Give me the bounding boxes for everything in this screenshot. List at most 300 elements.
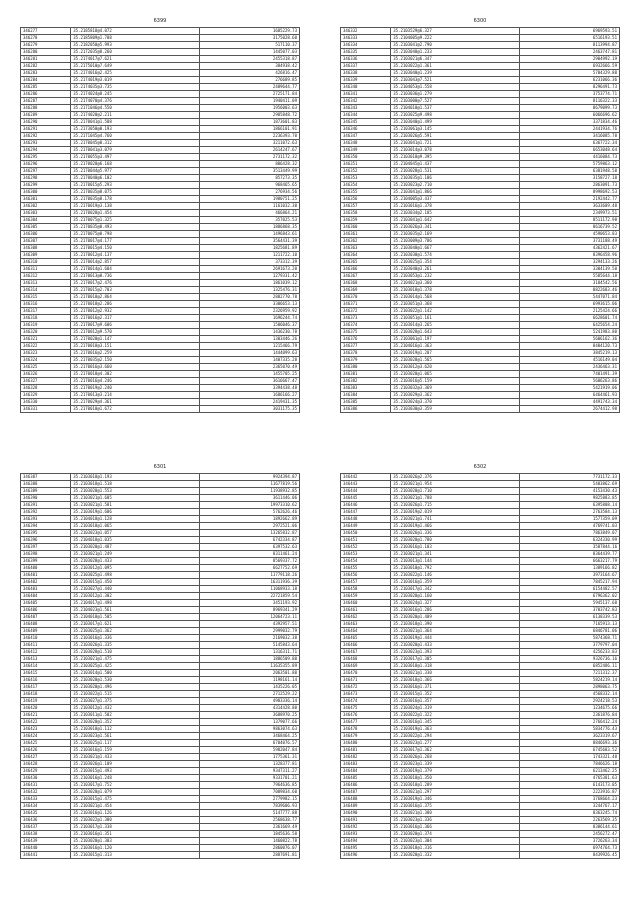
row-value-cell: 5982047.84 <box>199 747 299 754</box>
row-value-cell: 4314428.80 <box>199 705 299 712</box>
row-key-cell: 35.2170041@1.588 <box>71 119 199 126</box>
row-value-cell: 426816.47 <box>199 70 299 77</box>
row-key-cell: 35.2103029@3.362 <box>391 392 519 399</box>
table-row <box>21 698 300 705</box>
table-row <box>341 399 620 406</box>
row-key-cell: 35.2175010@7.649 <box>71 63 199 70</box>
row-key-cell: 35.2103014@1.500 <box>71 670 199 677</box>
row-id-cell: 346471 <box>341 677 391 684</box>
table-row <box>341 56 620 63</box>
row-value-cell: 6653048.64 <box>519 147 619 154</box>
table-panel <box>340 462 620 859</box>
row-value-cell: 2419431.35 <box>199 399 299 406</box>
row-id-cell: 346332 <box>341 28 391 35</box>
row-id-cell: 346376 <box>341 336 391 343</box>
row-id-cell: 346374 <box>341 322 391 329</box>
row-key-cell: 35.2103016@1.371 <box>391 684 519 691</box>
table-row <box>341 502 620 509</box>
row-value-cell: 1215466.79 <box>199 343 299 350</box>
row-id-cell: 346437 <box>21 824 71 831</box>
table-row <box>341 371 620 378</box>
row-value-cell: 7846626.18 <box>519 761 619 768</box>
row-value-cell: 384938.42 <box>199 63 299 70</box>
row-value-cell: 3633689.48 <box>519 203 619 210</box>
row-id-cell: 346292 <box>21 133 71 140</box>
row-id-cell: 346458 <box>341 586 391 593</box>
table-row <box>341 614 620 621</box>
row-key-cell: 35.2103017@1.752 <box>71 782 199 789</box>
table-row <box>341 838 620 845</box>
row-value-cell: 1956003.63 <box>199 105 299 112</box>
table-row <box>341 189 620 196</box>
row-value-cell: 3731188.49 <box>519 238 619 245</box>
row-id-cell: 346319 <box>21 322 71 329</box>
row-key-cell: 35.2103012@1.302 <box>71 593 199 600</box>
row-id-cell: 346424 <box>21 733 71 740</box>
table-row <box>21 210 300 217</box>
row-id-cell: 346320 <box>21 329 71 336</box>
row-id-cell: 346465 <box>341 635 391 642</box>
row-id-cell: 346420 <box>21 705 71 712</box>
row-key-cell: 35.2103022@1.380 <box>71 817 199 824</box>
row-value-cell: 1685229.73 <box>199 28 299 35</box>
row-value-cell: 5834776.43 <box>519 726 619 733</box>
row-key-cell: 35.2103061@1.197 <box>391 336 519 343</box>
row-id-cell: 346373 <box>341 315 391 322</box>
row-id-cell: 346344 <box>341 112 391 119</box>
row-id-cell: 346440 <box>21 845 71 852</box>
row-value-cell: 5145843.64 <box>199 642 299 649</box>
row-value-cell: 2568638.77 <box>199 817 299 824</box>
table-row <box>21 642 300 649</box>
table-row <box>341 516 620 523</box>
row-key-cell: 35.2103016@1.126 <box>71 810 199 817</box>
row-key-cell: 35.2103026@1.268 <box>391 754 519 761</box>
row-id-cell: 346441 <box>21 852 71 859</box>
table-row <box>341 663 620 670</box>
row-id-cell: 346358 <box>341 210 391 217</box>
table-row <box>341 733 620 740</box>
row-value-cell: 3845219.13 <box>519 350 619 357</box>
table-row <box>341 77 620 84</box>
row-value-cell: 6066696.62 <box>519 112 619 119</box>
table-row <box>21 488 300 495</box>
row-id-cell: 346466 <box>341 642 391 649</box>
row-value-cell: 9924394.87 <box>199 474 299 481</box>
row-value-cell: 6974764.73 <box>519 845 619 852</box>
row-id-cell: 346421 <box>21 712 71 719</box>
table-row <box>341 481 620 488</box>
row-key-cell: 35.2103018@9.395 <box>391 154 519 161</box>
row-id-cell: 346457 <box>341 579 391 586</box>
row-id-cell: 346356 <box>341 196 391 203</box>
table-row <box>21 364 300 371</box>
table-row <box>21 740 300 747</box>
row-id-cell: 346429 <box>21 768 71 775</box>
row-value-cell: 8296491.73 <box>519 84 619 91</box>
row-key-cell: 35.2103023@1.561 <box>71 733 199 740</box>
table-row <box>21 796 300 803</box>
table-row <box>341 719 620 726</box>
row-key-cell: 35.2104018@1.505 <box>71 614 199 621</box>
table-row <box>341 70 620 77</box>
table-row <box>21 350 300 357</box>
row-value-cell: 3513449.99 <box>199 168 299 175</box>
row-key-cell: 35.2170016@4.246 <box>71 378 199 385</box>
row-key-cell: 35.2103015@1.313 <box>71 852 199 859</box>
row-value-cell: 1775361.31 <box>199 754 299 761</box>
row-key-cell: 35.2103021@1.741 <box>391 516 519 523</box>
row-value-cell: 1379077.66 <box>199 719 299 726</box>
row-value-cell: 1506046.37 <box>199 322 299 329</box>
row-id-cell: 346436 <box>21 817 71 824</box>
row-key-cell: 35.2103023@1.277 <box>391 740 519 747</box>
row-value-cell: 3306653.13 <box>199 301 299 308</box>
row-value-cell: 1436230.78 <box>199 329 299 336</box>
row-value-cell: 13265832.87 <box>199 530 299 537</box>
row-key-cell: 35.2174070@4.376 <box>71 98 199 105</box>
row-value-cell: 1886868.35 <box>199 224 299 231</box>
row-key-cell: 35.2103022@1.142 <box>391 308 519 315</box>
row-key-cell: 35.2103053@1.232 <box>391 273 519 280</box>
row-value-cell: 3779797.04 <box>519 642 619 649</box>
row-key-cell: 35.2170020@1.147 <box>71 336 199 343</box>
row-value-cell: 3451193.92 <box>199 600 299 607</box>
table-row <box>21 63 300 70</box>
table-row <box>21 810 300 817</box>
row-key-cell: 35.2104053@1.558 <box>391 84 519 91</box>
row-key-cell: 35.2103043@7.521 <box>391 77 519 84</box>
row-id-cell: 346367 <box>341 273 391 280</box>
row-id-cell: 346490 <box>341 810 391 817</box>
row-value-cell: 8116322.33 <box>519 98 619 105</box>
table-row <box>341 796 620 803</box>
table-row <box>341 761 620 768</box>
row-id-cell: 346382 <box>341 378 391 385</box>
row-value-cell: 11635355.89 <box>199 663 299 670</box>
row-value-cell: 3616667.47 <box>199 378 299 385</box>
table-row <box>21 572 300 579</box>
row-value-cell: 1866101.91 <box>199 126 299 133</box>
row-value-cell: 8311461.24 <box>199 551 299 558</box>
row-key-cell: 35.2103019@1.363 <box>391 726 519 733</box>
table-row <box>21 712 300 719</box>
table-row <box>21 133 300 140</box>
row-id-cell: 346400 <box>21 565 71 572</box>
row-id-cell: 346394 <box>21 523 71 530</box>
row-value-cell: 8396458.96 <box>519 252 619 259</box>
row-value-cell: 3726263.34 <box>519 838 619 845</box>
row-id-cell: 346477 <box>341 719 391 726</box>
row-key-cell: 35.2103028@1.643 <box>391 329 519 336</box>
row-key-cell: 35.2103021@6.347 <box>391 56 519 63</box>
table-row <box>341 217 620 224</box>
row-id-cell: 346381 <box>341 371 391 378</box>
row-value-cell: 7211312.37 <box>519 670 619 677</box>
row-id-cell: 346475 <box>341 705 391 712</box>
row-value-cell: 6663217.79 <box>519 558 619 565</box>
row-key-cell: 35.2103020@1.374 <box>391 831 519 838</box>
row-value-cell: 2779982.15 <box>199 796 299 803</box>
row-id-cell: 346379 <box>341 357 391 364</box>
row-id-cell: 346295 <box>21 154 71 161</box>
row-key-cell: 35.2103024@3.370 <box>391 399 519 406</box>
row-key-cell: 35.2170016@2.259 <box>71 350 199 357</box>
table-row <box>21 287 300 294</box>
table-row <box>21 782 300 789</box>
row-key-cell: 35.2103019@1.466 <box>391 523 519 530</box>
row-key-cell: 35.2103036@1.279 <box>391 91 519 98</box>
row-id-cell: 346321 <box>21 336 71 343</box>
row-key-cell: 35.2103012@1.095 <box>71 565 199 572</box>
row-id-cell: 346452 <box>341 544 391 551</box>
table-row <box>21 399 300 406</box>
row-key-cell: 35.2104018@1.128 <box>71 516 199 523</box>
row-key-cell: 35.2103030@3.359 <box>391 406 519 413</box>
table-row <box>341 406 620 413</box>
row-key-cell: 35.2103012@1.432 <box>71 705 199 712</box>
table-row <box>341 509 620 516</box>
row-value-cell: 2489644.77 <box>199 84 299 91</box>
table-row <box>21 537 300 544</box>
row-id-cell: 346493 <box>341 831 391 838</box>
row-value-cell: 4568332.14 <box>519 691 619 698</box>
row-value-cell: 1328377.81 <box>199 761 299 768</box>
table-row <box>341 280 620 287</box>
row-key-cell: 35.2170020@6.168 <box>71 161 199 168</box>
table-row <box>341 350 620 357</box>
table-row <box>341 789 620 796</box>
table-row <box>21 140 300 147</box>
row-key-cell: 35.2104023@1.561 <box>71 607 199 614</box>
table-row <box>21 147 300 154</box>
row-value-cell: 276689.85 <box>199 77 299 84</box>
row-id-cell: 346482 <box>341 754 391 761</box>
row-value-cell: 1161032.30 <box>199 203 299 210</box>
row-key-cell: 35.2103021@1.954 <box>391 481 519 488</box>
row-key-cell: 35.2103016@1.359 <box>391 579 519 586</box>
row-key-cell: 35.2103016@1.103 <box>391 544 519 551</box>
row-id-cell: 346304 <box>21 217 71 224</box>
table-row <box>21 803 300 810</box>
table-row <box>341 698 620 705</box>
table-row <box>21 691 300 698</box>
row-value-cell: 3175028.60 <box>199 35 299 42</box>
row-value-cell: 3973164.67 <box>519 572 619 579</box>
row-key-cell: 35.2103032@3.369 <box>391 385 519 392</box>
row-value-cell: 6628601.74 <box>519 315 619 322</box>
row-value-cell: 2766412.24 <box>519 719 619 726</box>
row-value-cell: 7731172.33 <box>519 474 619 481</box>
row-value-cell: 5447071.84 <box>519 294 619 301</box>
row-value-cell: 2236393.70 <box>199 133 299 140</box>
table-row <box>341 544 620 551</box>
row-id-cell: 346402 <box>21 579 71 586</box>
table-row <box>21 217 300 224</box>
row-value-cell: 1316311.71 <box>199 649 299 656</box>
row-key-cell: 35.2103025@9.498 <box>391 112 519 119</box>
table-row <box>341 642 620 649</box>
row-id-cell: 346361 <box>341 231 391 238</box>
row-key-cell: 35.2103020@1.710 <box>391 488 519 495</box>
row-value-cell: 1444099.63 <box>199 350 299 357</box>
table-row <box>21 558 300 565</box>
table-row <box>341 294 620 301</box>
table-row <box>21 189 300 196</box>
row-key-cell: 35.2103021@1.330 <box>391 670 519 677</box>
table-row <box>21 502 300 509</box>
row-key-cell: 35.2170018@2.864 <box>71 294 199 301</box>
row-value-cell: 4983336.14 <box>199 698 299 705</box>
row-id-cell: 346360 <box>341 224 391 231</box>
row-id-cell: 346445 <box>341 495 391 502</box>
row-value-cell: 857273.35 <box>199 175 299 182</box>
row-value-cell: 8846693.36 <box>519 740 619 747</box>
table-row <box>21 565 300 572</box>
table-row <box>21 705 300 712</box>
row-value-cell: 3211072.63 <box>199 140 299 147</box>
table-row <box>21 656 300 663</box>
row-id-cell: 346468 <box>341 656 391 663</box>
table-row <box>21 294 300 301</box>
panel-title: 6300 <box>473 18 487 24</box>
table-row <box>21 168 300 175</box>
table-row <box>21 154 300 161</box>
row-id-cell: 346324 <box>21 357 71 364</box>
table-row <box>21 273 300 280</box>
table-row <box>21 670 300 677</box>
row-key-cell: 35.2172035@8.260 <box>71 49 199 56</box>
row-value-cell: 5421919.06 <box>519 385 619 392</box>
row-value-cell: 357025.53 <box>199 217 299 224</box>
row-key-cell: 35.2103021@1.249 <box>71 551 199 558</box>
row-key-cell: 35.2170040@6.102 <box>71 175 199 182</box>
table-row <box>341 182 620 189</box>
row-value-cell: 5606162.36 <box>519 336 619 343</box>
table-row <box>341 649 620 656</box>
row-key-cell: 35.2103018@1.193 <box>71 474 199 481</box>
row-value-cell: 2691673.20 <box>199 266 299 273</box>
row-key-cell: 35.2103020@1.530 <box>71 677 199 684</box>
row-key-cell: 35.2103061@3.145 <box>391 126 519 133</box>
table-row <box>21 607 300 614</box>
row-key-cell: 35.2170019@2.240 <box>71 385 199 392</box>
row-key-cell: 35.2103019@1.379 <box>391 768 519 775</box>
row-id-cell: 346317 <box>21 308 71 315</box>
row-value-cell: 4765381.63 <box>519 775 619 782</box>
row-value-cell: 2999032.79 <box>199 628 299 635</box>
row-id-cell: 346380 <box>341 364 391 371</box>
row-key-cell: 35.2103015@1.352 <box>391 691 519 698</box>
row-id-cell: 346286 <box>21 91 71 98</box>
table-row <box>341 42 620 49</box>
row-id-cell: 346472 <box>341 684 391 691</box>
row-key-cell: 35.2103018@1.350 <box>391 775 519 782</box>
table-row <box>21 112 300 119</box>
row-key-cell: 35.2103020@1.780 <box>391 537 519 544</box>
row-key-cell: 35.2170075@0.798 <box>71 231 199 238</box>
table-row <box>21 684 300 691</box>
table-row <box>21 621 300 628</box>
row-value-cell: 6213462.25 <box>519 768 619 775</box>
row-id-cell: 346388 <box>21 481 71 488</box>
row-key-cell: 35.2170029@4.361 <box>71 399 199 406</box>
row-id-cell: 346412 <box>21 649 71 656</box>
row-value-cell: 1234675.66 <box>519 705 619 712</box>
row-id-cell: 346415 <box>21 670 71 677</box>
row-id-cell: 346470 <box>341 670 391 677</box>
table-row <box>341 35 620 42</box>
row-id-cell: 346326 <box>21 371 71 378</box>
table-row <box>341 49 620 56</box>
row-value-cell: 6796362.02 <box>519 593 619 600</box>
row-id-cell: 346338 <box>341 70 391 77</box>
row-key-cell: 35.2103051@1.161 <box>391 315 519 322</box>
row-value-cell: 1279331.42 <box>199 273 299 280</box>
row-key-cell: 35.2103009@3.786 <box>391 238 519 245</box>
row-value-cell: 1886509.80 <box>199 656 299 663</box>
row-id-cell: 346293 <box>21 140 71 147</box>
row-key-cell: 35.2103023@2.710 <box>391 182 519 189</box>
row-id-cell: 346447 <box>341 509 391 516</box>
row-key-cell: 35.2103020@1.160 <box>391 593 519 600</box>
table-row <box>341 817 620 824</box>
table-row <box>341 63 620 70</box>
row-id-cell: 346434 <box>21 803 71 810</box>
row-key-cell: 35.2103023@1.336 <box>391 817 519 824</box>
table-row <box>341 803 620 810</box>
row-value-cell: 8969341.29 <box>199 607 299 614</box>
row-key-cell: 35.2173050@0.193 <box>71 126 199 133</box>
row-id-cell: 346365 <box>341 259 391 266</box>
row-key-cell: 35.2170012@2.932 <box>71 308 199 315</box>
row-value-cell: 968465.65 <box>199 182 299 189</box>
row-key-cell: 35.2103022@1.146 <box>391 572 519 579</box>
table-row <box>21 838 300 845</box>
table-row <box>21 378 300 385</box>
row-id-cell: 346330 <box>21 399 71 406</box>
row-value-cell: 4590653.83 <box>519 231 619 238</box>
row-key-cell: 35.2103028@1.510 <box>71 649 199 656</box>
row-key-cell: 35.2170013@0.736 <box>71 273 199 280</box>
row-value-cell: 3031175.35 <box>199 406 299 413</box>
table-row <box>21 315 300 322</box>
table-row <box>21 544 300 551</box>
table-row <box>21 224 300 231</box>
row-id-cell: 346491 <box>341 817 391 824</box>
row-key-cell: 35.2170044@5.977 <box>71 168 199 175</box>
row-value-cell: 11068933.18 <box>199 586 299 593</box>
row-value-cell: 1577359.09 <box>519 516 619 523</box>
row-key-cell: 35.2103021@1.454 <box>71 803 199 810</box>
row-value-cell: 6969593.51 <box>519 28 619 35</box>
table-row <box>341 343 620 350</box>
row-id-cell: 346451 <box>341 537 391 544</box>
row-id-cell: 346406 <box>21 607 71 614</box>
table-row <box>341 133 620 140</box>
table-row <box>21 719 300 726</box>
row-value-cell: 7845217.94 <box>519 579 619 586</box>
table-row <box>21 768 300 775</box>
data-table <box>340 27 620 413</box>
table-row <box>21 308 300 315</box>
row-id-cell: 346331 <box>21 406 71 413</box>
table-row <box>21 761 300 768</box>
row-value-cell: 8511172.98 <box>519 217 619 224</box>
row-value-cell: 6138339.53 <box>519 614 619 621</box>
table-row <box>21 301 300 308</box>
table-row <box>21 91 300 98</box>
